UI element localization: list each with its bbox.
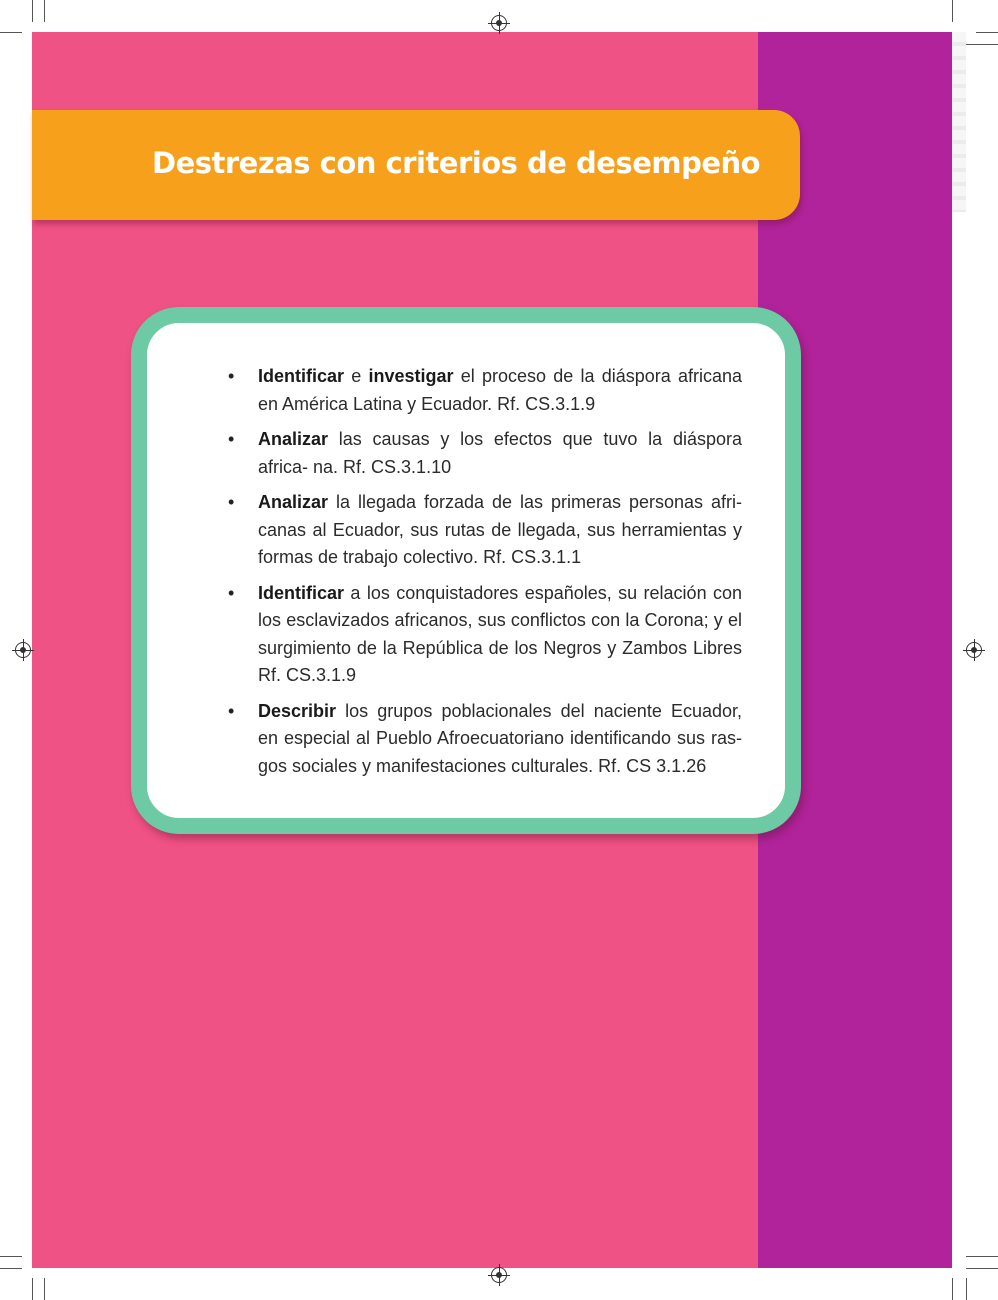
registration-mark-icon [491,15,507,31]
crop-mark [0,1256,22,1257]
crop-mark [976,32,998,33]
crop-mark [966,1268,998,1269]
bullet-icon: • [228,700,235,721]
registration-mark-icon [15,642,31,658]
skill-text: las causas y los efectos que tuvo la diáspora africa- na. Rf. CS.3.1.10 [258,429,742,477]
crop-mark [952,1278,953,1300]
crop-mark [32,0,33,22]
crop-mark [44,1278,45,1300]
skill-verb: Analizar [258,429,329,449]
crop-mark [32,1278,33,1300]
crop-mark [966,44,998,45]
skill-verb: Identificar [258,366,345,386]
crop-mark [952,0,953,22]
crop-mark [0,1268,22,1269]
skill-verb: Describir [258,700,337,721]
crop-mark [0,32,22,33]
crop-mark [966,1256,998,1257]
registration-mark-icon [966,642,982,658]
skill-verb: Analizar [258,492,329,512]
list-item [228,489,742,572]
skills-list [228,363,742,788]
bullet-icon: • [228,582,235,603]
list-item [228,426,742,481]
edge-decoration [952,32,966,212]
skill-connector: e [344,366,369,386]
crop-mark [966,1278,967,1300]
list-item [228,580,742,690]
skill-text: la llegada forzada de las primeras personas afri- canas al Ecuador, sus rutas de llegada, sus herramientas y formas de trabajo colectivo. Rf. CS.3.1.1 [258,492,742,567]
crop-mark [44,0,45,22]
skill-verb: Identificar [258,582,345,603]
bullet-icon: • [228,492,235,512]
list-item [228,363,742,418]
bullet-icon: • [228,429,235,449]
skill-text: los grupos poblacionales del naciente Ecuador, en especial al Pueblo Afroecuatoriano identificando sus ras- gos sociales y manifestaciones culturales. Rf. CS 3.1.26 [258,700,742,776]
bullet-icon: • [228,366,235,386]
skill-verb-secondary: investigar [368,366,454,386]
section-title: Destrezas con criterios de desempeño [152,146,761,180]
registration-mark-icon [491,1267,507,1283]
skill-text: el proceso de la diáspora africana en América Latina y Ecuador. Rf. CS.3.1.9 [258,366,742,414]
list-item [228,698,742,781]
skill-text: a los conquistadores españoles, su relación con los esclavizados africanos, sus conflictos con la Corona; y el surgimiento de la República de los Negros y Zambos Libres Rf. CS.3.1.9 [258,582,742,685]
